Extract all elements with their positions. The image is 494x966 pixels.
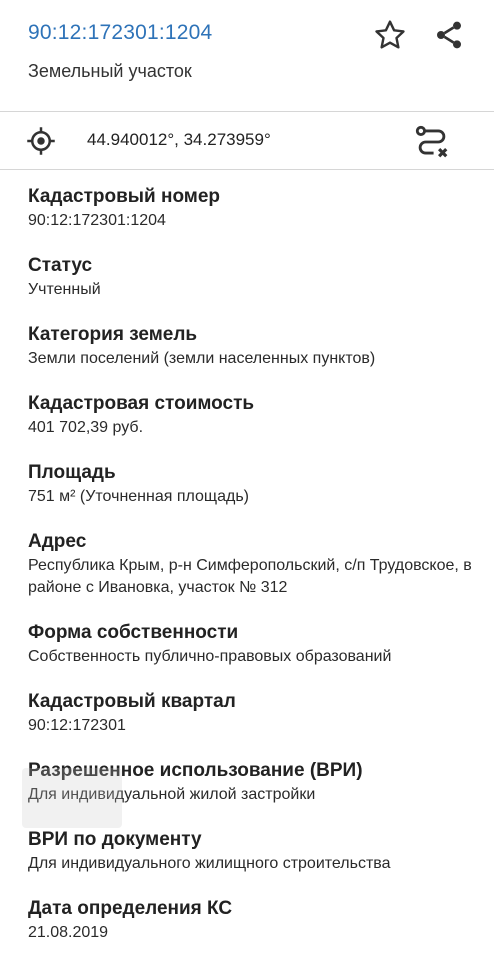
- prop-ownership: [28, 621, 474, 668]
- prop-label: Кадастровый квартал: [28, 691, 236, 712]
- prop-value: Земли поселений (земли населенных пунктов): [28, 350, 376, 367]
- object-type-subtitle: Земельный участок: [28, 61, 192, 81]
- cadastral-number-link[interactable]: 90:12:172301:1204: [28, 21, 213, 44]
- share-button[interactable]: [431, 17, 467, 53]
- prop-value: Республика Крым, р-н Симферопольский, с/п Трудовское, в районе с Ивановка, участок № 312: [28, 557, 472, 596]
- prop-label: Статус: [28, 255, 93, 276]
- prop-use-by-document: [28, 828, 474, 875]
- prop-label: ВРИ по документу: [28, 829, 202, 850]
- prop-label: Кадастровый номер: [28, 186, 221, 207]
- prop-label: Форма собственности: [28, 622, 239, 643]
- prop-value[interactable]: 90:12:172301: [28, 717, 126, 734]
- route-button[interactable]: [412, 122, 452, 162]
- prop-label: Разрешенное использование (ВРИ): [28, 760, 363, 781]
- route-cancel-icon: [413, 123, 451, 161]
- prop-value: Для индивидуального жилищного строительства: [28, 855, 391, 872]
- star-icon: [373, 18, 407, 52]
- share-icon: [433, 19, 465, 51]
- prop-label: Адрес: [28, 531, 87, 552]
- crosshair-icon: [26, 126, 56, 156]
- prop-value[interactable]: 90:12:172301:1204: [28, 212, 166, 229]
- prop-area: [28, 461, 474, 508]
- prop-label: Категория земель: [28, 324, 198, 345]
- prop-cadastral-number: [28, 185, 474, 232]
- properties-list: [28, 185, 474, 966]
- prop-label: Дата определения КС: [28, 898, 233, 919]
- favorite-button[interactable]: [372, 17, 408, 53]
- coordinates-row: [0, 112, 494, 170]
- prop-value: 21.08.2019: [28, 924, 109, 941]
- prop-land-category: [28, 323, 474, 370]
- header: [0, 0, 494, 112]
- prop-cadastral-quarter: [28, 690, 474, 737]
- prop-valuation-date: [28, 897, 474, 944]
- prop-label: Площадь: [28, 462, 116, 483]
- prop-value: Собственность публично-правовых образований: [28, 648, 392, 665]
- prop-value: 401 702,39 руб.: [28, 419, 144, 436]
- prop-value: Для индивидуальной жилой застройки: [28, 786, 316, 803]
- prop-cadastral-value: [28, 392, 474, 439]
- watermark: [22, 768, 122, 828]
- prop-label: Кадастровая стоимость: [28, 393, 255, 414]
- locate-button[interactable]: [23, 123, 59, 159]
- prop-value: Учтенный: [28, 281, 101, 298]
- prop-status: [28, 254, 474, 301]
- prop-value: 751 м² (Уточненная площадь): [28, 488, 249, 505]
- coordinates-text[interactable]: 44.940012°, 34.273959°: [87, 130, 271, 149]
- prop-address: [28, 530, 474, 599]
